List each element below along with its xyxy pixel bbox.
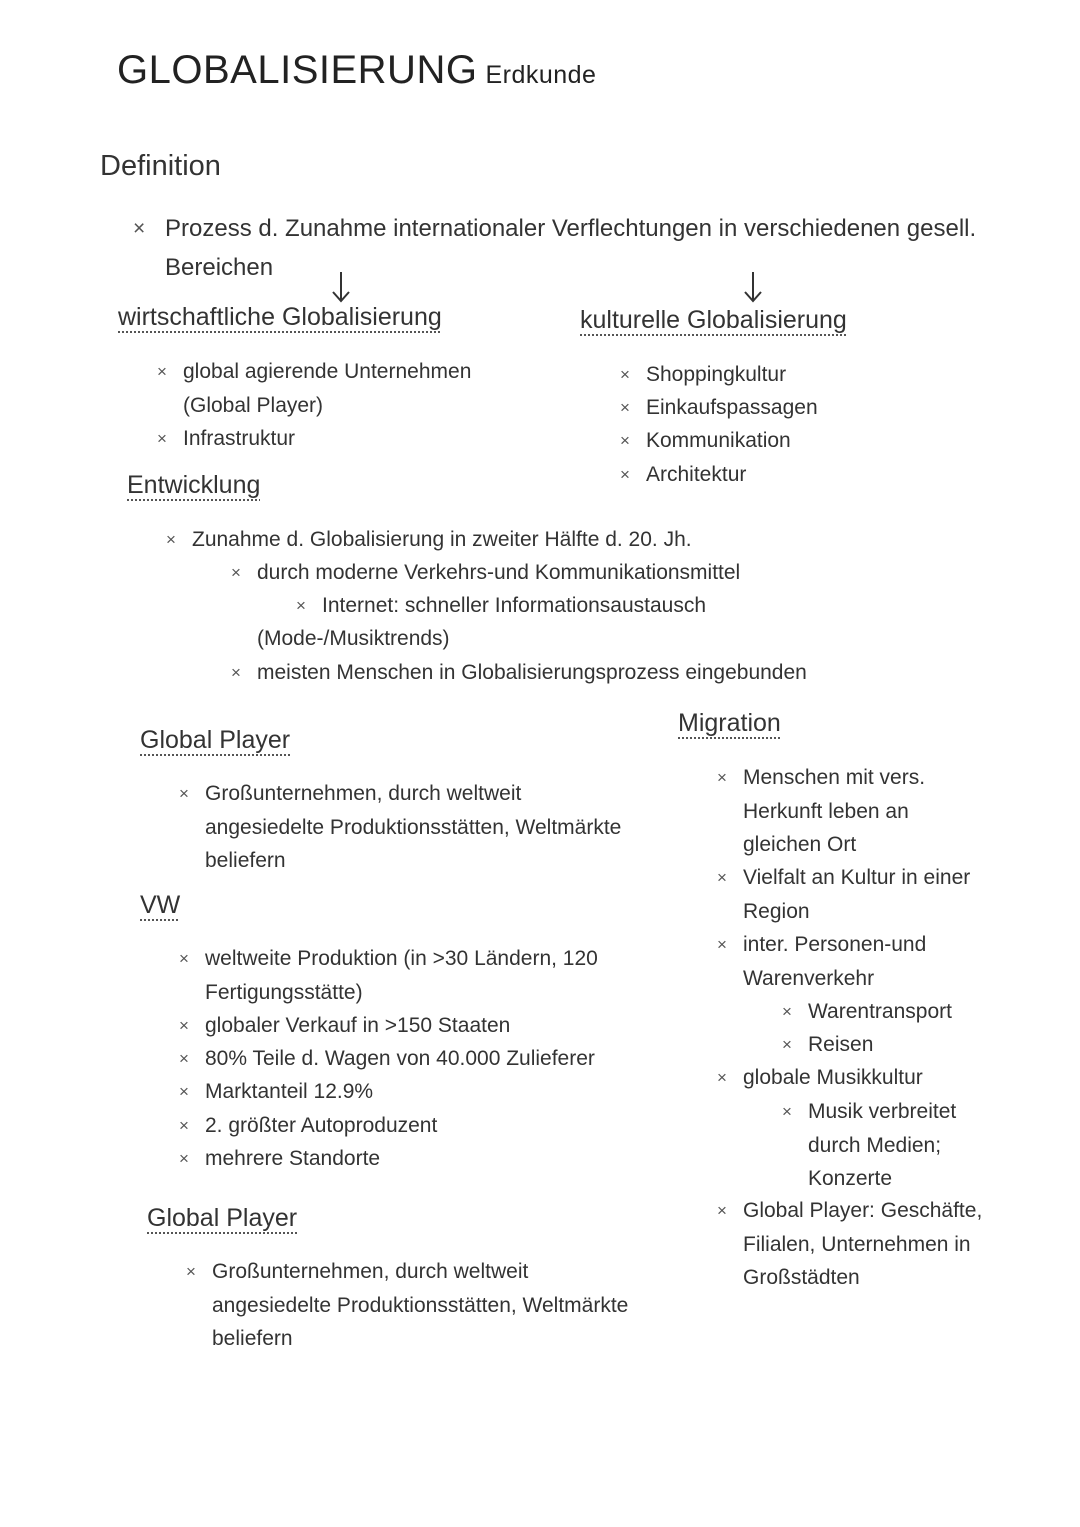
bullet-x-icon: × [179, 784, 189, 803]
bullet-x-icon: × [717, 935, 727, 954]
bullet-x-icon: × [717, 1068, 727, 1087]
bullet-x-icon: × [782, 1035, 792, 1054]
heading-kulturelle-globalisierung: kulturelle Globalisierung [580, 306, 847, 334]
list-item: × weltweite Produktion (in >30 Ländern, 120 Fertigungsstätte) [205, 942, 598, 1009]
heading-vw: VW [140, 891, 181, 919]
list-item: × Menschen mit vers. Herkunft leben an gleichen Ort [743, 761, 925, 862]
heading-wirtschaftliche-globalisierung: wirtschaftliche Globalisierung [118, 303, 442, 331]
list-item: × Reisen [808, 1028, 873, 1062]
list-item: × Musik verbreitet durch Medien; Konzerte [808, 1095, 956, 1196]
definition-item: × Prozess d. Zunahme internationaler Verflechtungen in verschiedenen gesell. Bereichen [165, 209, 976, 287]
bullet-x-icon: × [620, 431, 630, 450]
page-title [117, 48, 596, 93]
list-item: × durch moderne Verkehrs-und Kommunikationsmittel [257, 556, 740, 590]
bullet-x-icon: × [620, 398, 630, 417]
list-item: × 2. größter Autoproduzent [205, 1109, 437, 1143]
list-item: × Großunternehmen, durch weltweit angesiedelte Produktionsstätten, Weltmärkte beliefern [212, 1255, 628, 1356]
list-item-continuation: (Mode-/Musiktrends) [257, 627, 450, 650]
bullet-x-icon: × [179, 1116, 189, 1135]
heading-global-player: Global Player [140, 726, 291, 754]
list-item: × Zunahme d. Globalisierung in zweiter Hälfte d. 20. Jh. [192, 523, 692, 557]
list-item: × Marktanteil 12.9% [205, 1075, 373, 1109]
bullet-x-icon: × [717, 1201, 727, 1220]
list-item: × inter. Personen-und Warenverkehr [743, 928, 926, 995]
bullet-x-icon: × [296, 596, 306, 615]
list-item: × meisten Menschen in Globalisierungsprozess eingebunden [257, 656, 807, 690]
list-item: × Warentransport [808, 995, 952, 1029]
list-item: × 80% Teile d. Wagen von 40.000 Zulieferer [205, 1042, 595, 1076]
list-item: × global agierende Unternehmen (Global Player) [183, 355, 471, 422]
bullet-x-icon: × [717, 868, 727, 887]
title-main: GLOBALISIERUNG [117, 48, 478, 92]
list-item: × globaler Verkauf in >150 Staaten [205, 1009, 510, 1043]
bullet-x-icon: × [186, 1262, 196, 1281]
bullet-x-icon: × [179, 1016, 189, 1035]
list-item: × Einkaufspassagen [646, 391, 818, 425]
list-item: × Großunternehmen, durch weltweit angesiedelte Produktionsstätten, Weltmärkte beliefern [205, 777, 621, 878]
bullet-x-icon: × [179, 1082, 189, 1101]
heading-migration: Migration [678, 709, 781, 737]
bullet-x-icon: × [179, 949, 189, 968]
bullet-x-icon: × [620, 465, 630, 484]
bullet-x-icon: × [231, 663, 241, 682]
list-item: × mehrere Standorte [205, 1142, 380, 1176]
list-item: × Vielfalt an Kultur in einer Region [743, 861, 970, 928]
bullet-x-icon: × [166, 530, 176, 549]
list-item: × Internet: schneller Informationsaustausch [322, 589, 706, 623]
bullet-x-icon: × [157, 362, 167, 381]
bullet-x-icon: × [157, 429, 167, 448]
bullet-x-icon: × [782, 1002, 792, 1021]
list-item: × Infrastruktur [183, 422, 295, 456]
arrow-down-icon [330, 270, 352, 304]
heading-global-player: Global Player [147, 1204, 298, 1232]
title-subject: Erdkunde [485, 61, 597, 89]
arrow-down-icon [742, 270, 764, 304]
bullet-x-icon: × [782, 1102, 792, 1121]
list-item: × Global Player: Geschäfte, Filialen, Unternehmen in Großstädten [743, 1194, 982, 1295]
list-item: × Shoppingkultur [646, 358, 786, 392]
bullet-x-icon: × [179, 1049, 189, 1068]
bullet-x-icon: × [179, 1149, 189, 1168]
list-item: × globale Musikkultur [743, 1061, 923, 1095]
heading-definition: Definition [100, 150, 221, 182]
list-item: × Architektur [646, 458, 746, 492]
bullet-x-icon: × [231, 563, 241, 582]
list-item: × Kommunikation [646, 424, 791, 458]
heading-entwicklung: Entwicklung [127, 471, 261, 499]
bullet-x-icon: × [620, 365, 630, 384]
bullet-x-icon: × [133, 217, 146, 240]
bullet-x-icon: × [717, 768, 727, 787]
